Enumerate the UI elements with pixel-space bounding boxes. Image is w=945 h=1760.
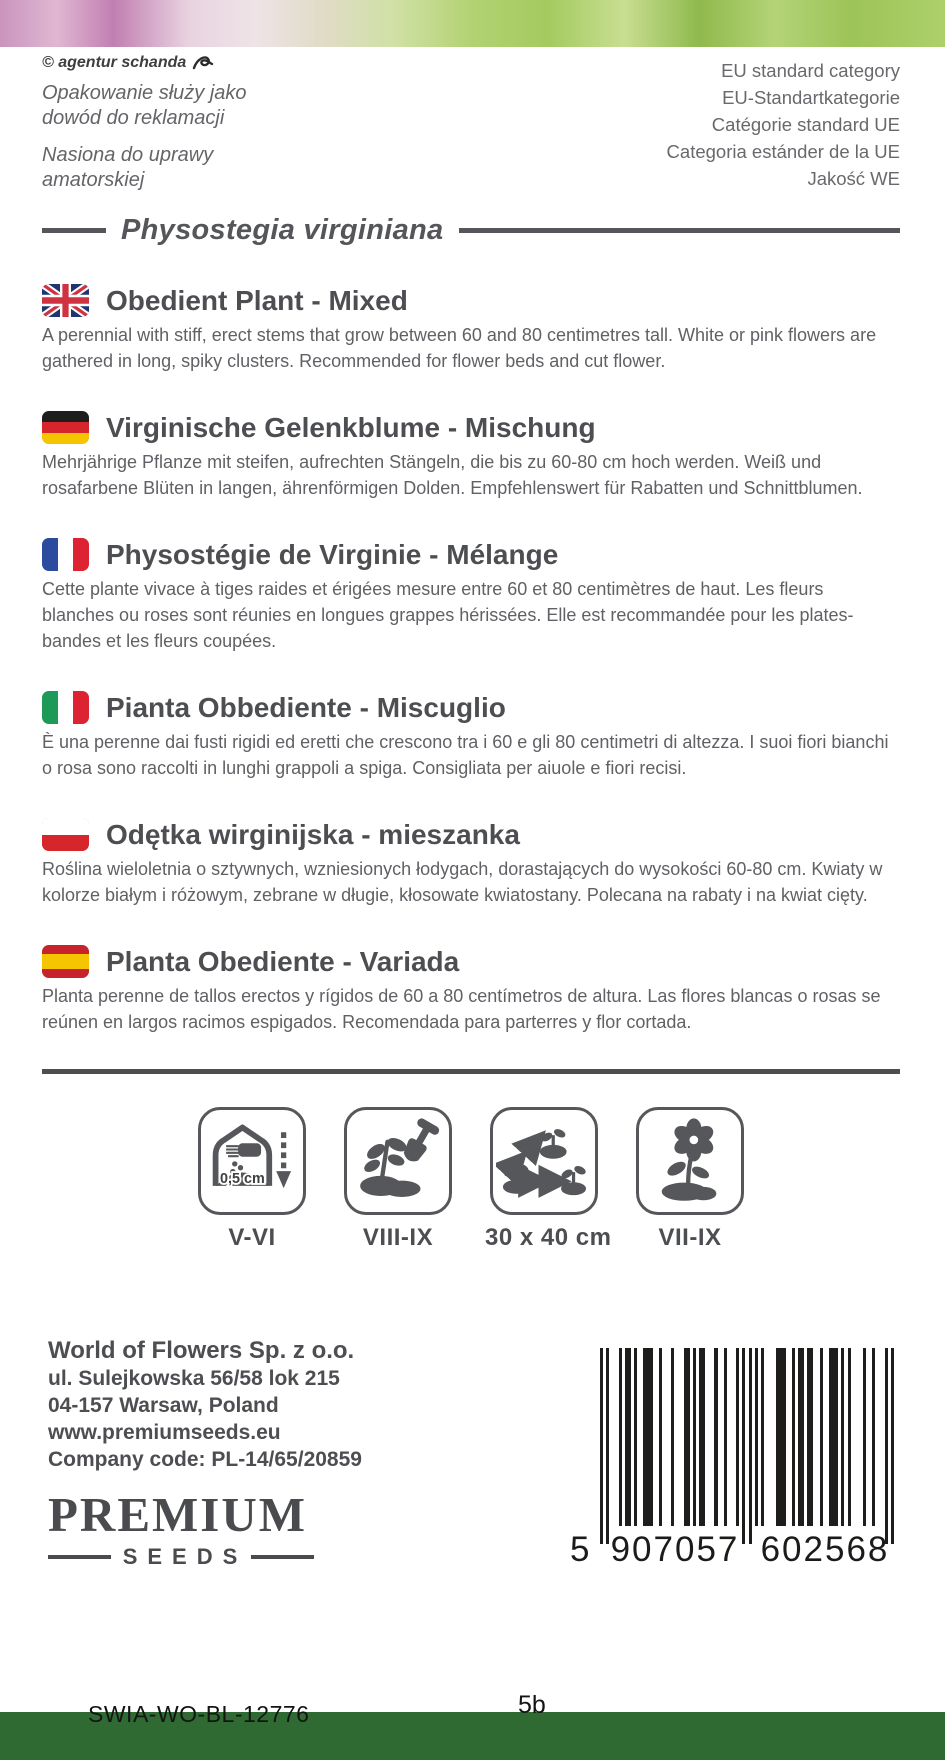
barcode-digit-group: 5 <box>570 1530 590 1569</box>
section-body: A perennial with stiff, erect stems that grow between 60 and 80 centimetres tall. White or pink flowers are gathered in long, spiky clusters. Recommended for flower beds and cut flower. <box>42 325 877 371</box>
sheet-code: 5b <box>518 1691 546 1719</box>
section-body: Cette plante vivace à tiges raides et érigées mesure entre 60 et 80 centimètres de haut. Les fleurs blanches ou roses sont réunies en longues grappes hérissées. Elle est recommandée pour les plates-bandes et les fleurs coupées. <box>42 579 854 651</box>
divider-rule <box>42 1069 900 1074</box>
section-english <box>42 284 900 374</box>
section-body: Roślina wieloletnia o sztywnych, wzniesionych łodygach, dorastających do wysokości 60-80 cm. Kwiaty w kolorze białym i różowym, zebrane w długie, kłosowate kwiatostany. Polecana na rabaty i na kwiat cięty. <box>42 859 883 905</box>
italy-flag-icon <box>42 691 89 724</box>
flowering-period-label: VII-IX <box>658 1224 722 1251</box>
uk-flag-icon <box>42 284 89 317</box>
section-polish <box>42 818 900 908</box>
pictogram-flowering <box>631 1107 749 1252</box>
poland-flag-icon <box>42 818 89 851</box>
company-website: www.premiumseeds.eu <box>48 1421 281 1444</box>
flower-photo-strip <box>0 0 945 47</box>
batch-code: SWIA-WO-BL-12776 <box>88 1701 310 1727</box>
plant-spacing-icon <box>490 1107 598 1215</box>
barcode-digits <box>570 1530 900 1570</box>
pictogram-spacing <box>485 1107 612 1252</box>
section-german <box>42 411 900 501</box>
barcode-bars <box>570 1348 900 1546</box>
brand-subtitle-row <box>48 1544 314 1570</box>
spain-flag-icon <box>42 945 89 978</box>
section-body: Mehrjährige Pflanze mit steifen, aufrechten Stängeln, die bis zu 60-80 cm hoch werden. Weiß und rosafarbene Blüten in langen, ährenförmigen Dolden. Empfehlenswert für Rabatten und Schnittblumen. <box>42 452 863 498</box>
header-left <box>42 54 247 193</box>
section-italian <box>42 691 900 781</box>
transplant-icon <box>344 1107 452 1215</box>
brand-name: PREMIUM <box>48 1487 307 1542</box>
header <box>42 54 900 193</box>
company-block <box>48 1336 362 1570</box>
spacing-label: 30 x 40 cm <box>485 1224 612 1251</box>
section-title: Planta Obediente - Variada <box>106 945 460 977</box>
eu-category-line: Jakość WE <box>807 168 900 189</box>
agency-credit <box>42 54 247 72</box>
agency-credit-text: © agentur schanda <box>42 54 187 71</box>
eu-category-line: Catégorie standard UE <box>711 114 900 135</box>
company-address-line: ul. Sulejkowska 56/58 lok 215 <box>48 1367 340 1390</box>
eu-category-block <box>667 57 900 193</box>
agentur-schanda-logo-icon <box>192 55 214 71</box>
flowering-icon <box>636 1107 744 1215</box>
barcode <box>570 1348 900 1570</box>
company-address-line: 04-157 Warsaw, Poland <box>48 1394 279 1417</box>
pictogram-row <box>42 1107 900 1252</box>
germany-flag-icon <box>42 411 89 444</box>
barcode-digit-group: 602568 <box>760 1530 890 1569</box>
barcode-digit-group: 907057 <box>610 1530 740 1569</box>
company-name: World of Flowers Sp. z o.o. <box>48 1337 355 1364</box>
pictogram-sowing <box>193 1107 311 1252</box>
section-title: Physostégie de Virginie - Mélange <box>106 538 559 570</box>
bottom-row <box>42 1336 900 1570</box>
sowing-depth-icon <box>198 1107 306 1215</box>
pictogram-transplant <box>339 1107 457 1252</box>
eu-category-line: EU standard category <box>721 60 900 81</box>
france-flag-icon <box>42 538 89 571</box>
sowing-period-label: V-VI <box>228 1224 276 1251</box>
section-title: Obedient Plant - Mixed <box>106 284 408 316</box>
title-rule-left <box>42 228 106 233</box>
transplant-period-label: VIII-IX <box>362 1224 434 1251</box>
section-title: Virginische Gelenkblume - Mischung <box>106 411 596 443</box>
eu-category-line: EU-Standartkategorie <box>722 87 900 108</box>
eu-category-line: Categoria estánder de la UE <box>666 141 900 162</box>
section-title: Pianta Obbediente - Miscuglio <box>106 691 506 723</box>
claim-line: Nasiona do uprawy <box>42 144 214 166</box>
claim-line: dowód do reklamacji <box>42 107 225 129</box>
section-french <box>42 538 900 654</box>
claim-line: Opakowanie służy jako <box>42 82 247 104</box>
premium-seeds-logo <box>48 1487 314 1570</box>
botanical-name: Physostegia virginiana <box>121 214 444 246</box>
brand-subtitle: SEEDS <box>122 1544 248 1569</box>
brand-rule-right <box>251 1555 314 1559</box>
latin-title-row <box>42 214 900 247</box>
brand-rule-left <box>48 1555 111 1559</box>
section-title: Odętka wirginijska - mieszanka <box>106 818 520 850</box>
section-spanish <box>42 945 900 1035</box>
company-code: Company code: PL-14/65/20859 <box>48 1448 362 1471</box>
claim-line: amatorskiej <box>42 169 145 191</box>
title-rule-right <box>459 228 901 233</box>
section-body: È una perenne dai fusti rigidi ed eretti che crescono tra i 60 e gli 80 centimetri di altezza. I suoi fiori bianchi o rosa sono raccolti in lunghi grappoli a spiga. Consigliata per aiuole e fiori recisi. <box>42 732 889 778</box>
sowing-depth-label: 0,5 cm <box>220 1171 265 1188</box>
seed-packet-back <box>0 54 945 1252</box>
section-body: Planta perenne de tallos erectos y rígidos de 60 a 80 centímetros de altura. Las flores blancas o rosas se reúnen en largos racimos espigados. Recomendada para parterres y flor cortada. <box>42 986 881 1032</box>
